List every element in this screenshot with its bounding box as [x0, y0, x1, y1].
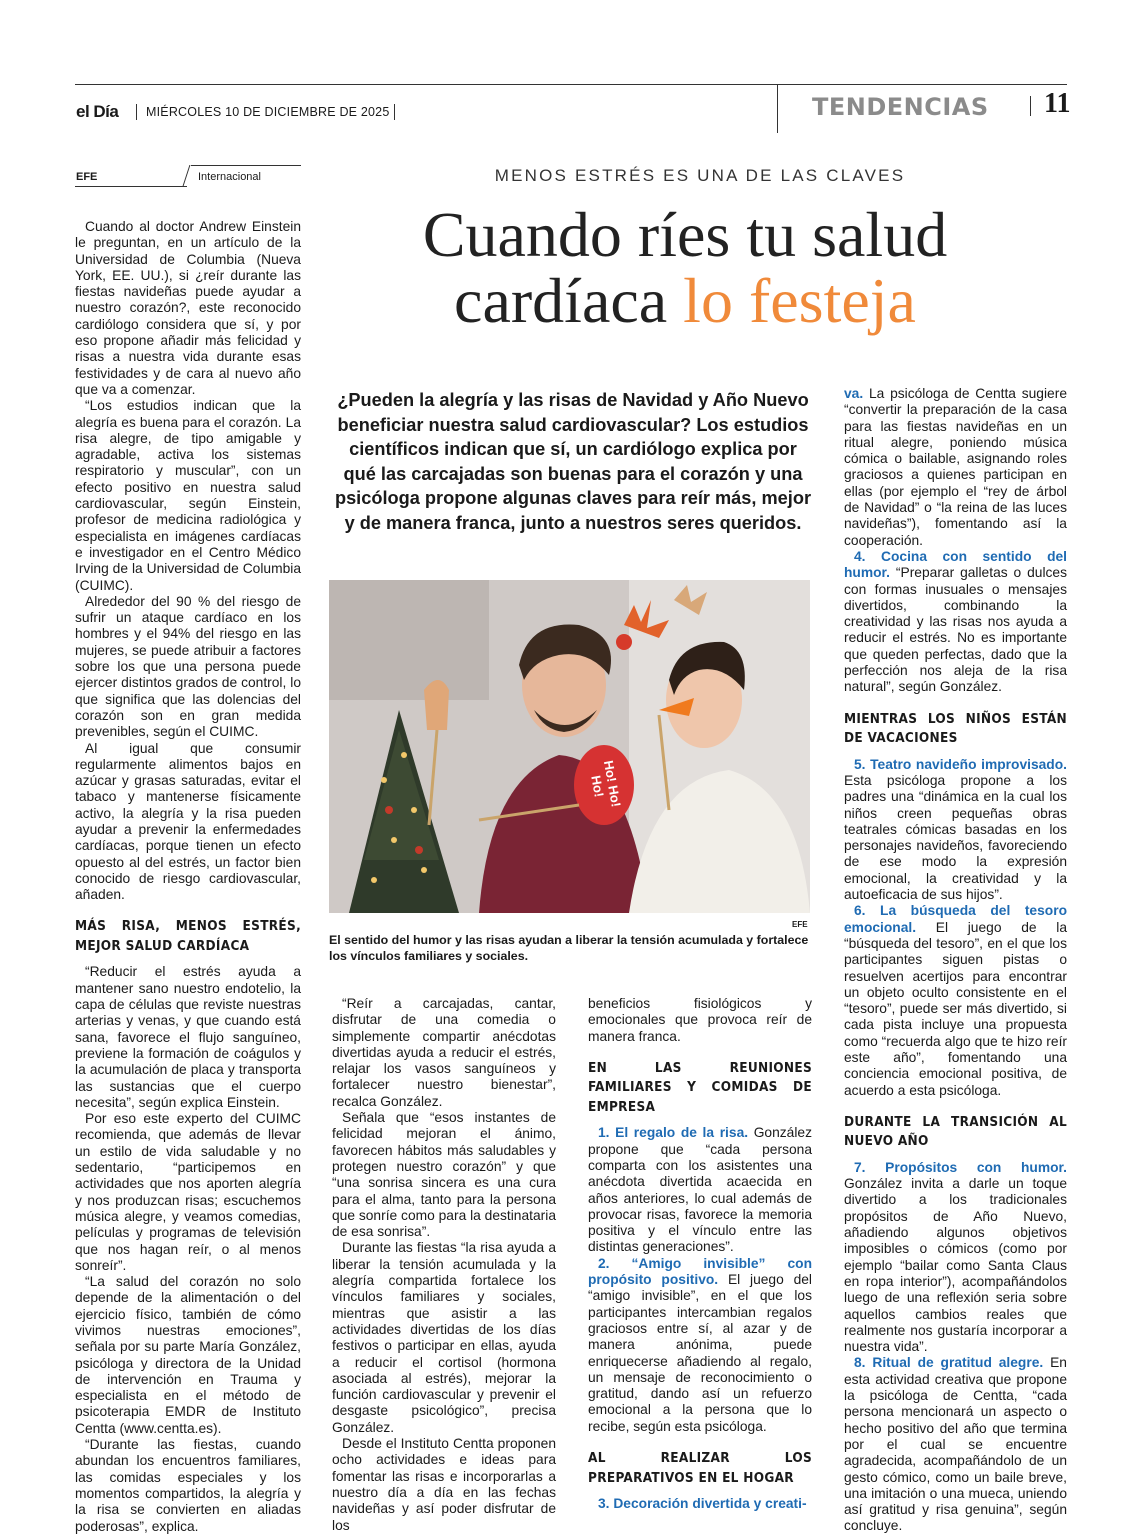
subheading: MÁS RISA, MENOS ESTRÉS, MEJOR SALUD CARDÍACA: [75, 918, 301, 954]
column-3: [588, 996, 812, 1512]
paragraph: Durante las fiestas “la risa ayuda a liberar la tensión acumulada y la alegría compartida fortalece los vínculos familiares y sociales, mientras que asistir a las actividades divertidas de los días festivos o participar en ellas, ayuda a reducir el cortisol (hormona asociada al estrés), mejorar la función cardiovascular y prevenir el desgaste psicológico”, precisa González.: [332, 1240, 556, 1435]
photo-credit: EFE: [792, 920, 808, 929]
section-name: TENDENCIAS: [812, 93, 989, 121]
title-accent: lo festeja: [683, 265, 916, 336]
photo-illustration: [329, 580, 810, 913]
byline-category: Internacional: [198, 171, 261, 183]
newspaper-logo: el Día: [76, 102, 119, 121]
list-item: [844, 386, 1067, 549]
paragraph: “Reducir el estrés ayuda a mantener sano nuestro endotelio, la capa de células que reviste nuestras arterias y venas, y que cuando está sana, favorece el flujo sanguíneo, previene la formación de coágulos y la acumulación de placa y transporta las sustancias que el cuerpo necesita”, según explica Einstein.: [75, 964, 301, 1110]
byline-bottom-rule: [75, 186, 187, 187]
paragraph: Al igual que consumir regularmente alimentos bajos en azúcar y grasas saturadas, evitar el tabaco y mantenerse físicamente activo, la alegría y la risa pueden ayudar a prevenir la enfermedades cardíacas, porque tienen un efecto opuesto al del estrés, un factor bien conocido de riesgo cardiovascular, añaden.: [75, 740, 301, 903]
item-title: 2. “Amigo invisible” con propósito positivo.: [588, 1255, 812, 1288]
header-divider: [136, 104, 137, 120]
item-text: La psicóloga de Centta sugiere “convertir la preparación de la casa para las fiestas navideñas en un ritual alegre, poniendo música cómica o bailable, asignando roles graciosos a quienes participan en ellas (por ejemplo el “rey de árbol de Navidad” o “la reina de las luces navideñas”), fomentando así la cooperación.: [844, 386, 1067, 548]
paragraph: Alrededor del 90 % del riesgo de sufrir un ataque cardíaco en los hombres y el 94% del riesgo en las mujeres, se puede atribuir a factores sobre los que una persona puede ejercer distintos grados de control, lo que significa que las dolencias del corazón son en gran medida prevenibles, según el CUIMC.: [75, 593, 301, 740]
item-title: 6. La búsqueda del tesoro emocional.: [844, 903, 1067, 935]
paragraph: Cuando al doctor Andrew Einstein le preguntan, en un artículo de la Universidad de Columbia (Nueva York, EE. UU.), si ¿reír durante las fiestas navideñas puede ayudar a nuestro corazón?, este reconocido cardiólogo considera que sí, y por eso propone añadir más felicidad y risas a nuestra vida durante esas festividades y de cara al nuevo año que va a comenzar.: [75, 219, 301, 397]
list-item: [844, 1160, 1067, 1356]
article-title: [330, 199, 1040, 336]
item-title: 4. Cocina con sentido del humor.: [844, 548, 1067, 581]
paragraph: Por eso este experto del CUIMC recomienda, que además de llevar un estilo de vida saludable y no sedentario, “participemos en actividades que nos aporten alegría y nos produzcan risas; escuchemos música alegre, y veamos comedias, películas y programas de televisión que nos hagan reír, o al menos sonreír”.: [75, 1111, 301, 1273]
item-text: González invita a darle un toque divertido a los tradicionales propósitos de Año Nuevo, añadiendo algunos objetivos imposibles o cómicos (como por ejemplo “bailar como Santa Claus en ropa interior”), acompañándolos luego de una reflexión seria sobre aquellos cambios reales que realmente nos gustaría incorporar a nuestra vida”.: [844, 1176, 1067, 1355]
article-kicker: MENOS ESTRÉS ES UNA DE LAS CLAVES: [494, 166, 906, 185]
byline-agency: EFE: [76, 171, 98, 183]
photo-caption: El sentido del humor y las risas ayudan a liberar la tensión acumulada y fortalece los vínculos familiares y sociales.: [329, 933, 809, 963]
list-item: [588, 1125, 812, 1255]
subheading: DURANTE LA TRANSICIÓN AL NUEVO AÑO: [844, 1113, 1067, 1150]
paragraph: “Reír a carcajadas, cantar, disfrutar de una comedia o simplemente compartir anécdotas divertidas ayuda a reducir el estrés, relajar los vasos sanguíneos y fortalecer nuestro bienestar”, recalca González.: [332, 996, 556, 1109]
item-title: va.: [844, 386, 864, 401]
list-item: [588, 1496, 812, 1512]
page-number: 11: [1044, 88, 1071, 119]
column-1: [75, 219, 301, 1535]
item-text: Esta psicóloga propone a los padres una “dinámica en la cual los niños creen pequeñas obras teatrales cómicas basadas en los personajes navideños, favoreciendo de ese modo la expresión emocional, la creatividad y la autoeficacia de sus hijos”.: [844, 772, 1067, 903]
paragraph: beneficios fisiológicos y emocionales que provoca reír de manera franca.: [588, 996, 812, 1044]
list-item: [844, 549, 1067, 696]
list-item: [588, 1256, 812, 1435]
header-top-rule: [75, 84, 1067, 85]
column-2: [332, 996, 556, 1534]
header-divider: [394, 104, 395, 120]
article-photo: [329, 580, 810, 913]
header-divider: [1030, 96, 1031, 116]
list-item: [844, 1355, 1067, 1534]
item-text: En esta actividad creativa que propone la psicóloga de Centta, “cada persona mencionará un aspecto o hecho positivo del año que termina por el cual se encuentre agradecida, acompañándolo de un gesto cómico, como un baile breve, una imitación o una mueca, uniendo así gratitud y risa genuina”, según concluye.: [844, 1355, 1067, 1534]
photo-sign-text: Ho! Ho! Ho!: [588, 759, 624, 809]
paragraph: “La salud del corazón no solo depende de la alimentación o del ejercicio físico, también de cómo vivimos nuestras emociones”, señala por su parte María González, psicóloga y directora de la Unidad de intervención en Trauma y especialista en el método de psicoterapia EMDR de Instituto Centta (www.centta.es).: [75, 1274, 301, 1436]
subheading: AL REALIZAR LOS PREPARATIVOS EN EL HOGAR: [588, 1450, 812, 1486]
column-4: [844, 386, 1067, 1535]
issue-date: MIÉRCOLES 10 DE DICIEMBRE DE 2025: [146, 105, 390, 119]
title-line-2: [330, 265, 1040, 336]
paragraph: Señala que “esos instantes de felicidad mejoran el ánimo, favorecen hábitos más saludables y protegen nuestro corazón” y que “una sonrisa sincera es una cura para el alma, tanto para la persona que sonríe como para la destinataria de esa sonrisa”.: [332, 1110, 556, 1240]
article-lead: ¿Pueden la alegría y las risas de Navidad y Año Nuevo beneficiar nuestra salud cardiovascular? Los estudios científicos indican que sí, un cardiólogo explica por qué las carcajadas son buenas para el corazón y una psicóloga propone algunas claves para reír más, mejor y de manera franca, junto a nuestros seres queridos.: [334, 390, 812, 533]
subheading: EN LAS REUNIONES FAMILIARES Y COMIDAS DE EMPRESA: [588, 1059, 812, 1115]
section-box-edge: [777, 84, 778, 133]
item-title: 8. Ritual de gratitud alegre.: [854, 1355, 1044, 1371]
item-title: 3. Decoración divertida y creati-: [598, 1496, 807, 1512]
item-text: González propone que “cada persona comparta con los asistentes una anécdota divertida acaecida en años anteriores, lo cual además de provocar risas, favorece la memoria positiva y el vínculo entre las distintas generaciones”.: [588, 1125, 812, 1255]
list-item: [844, 903, 1067, 1099]
title-plain: cardíaca: [454, 265, 684, 336]
item-title: 7. Propósitos con humor.: [854, 1159, 1067, 1175]
item-title: 1. El regalo de la risa.: [598, 1125, 749, 1141]
list-item: [844, 757, 1067, 904]
byline-top-rule: [191, 165, 301, 166]
byline-slash: [183, 165, 199, 186]
item-text: El juego de la “búsqueda del tesoro”, en el que los participantes siguen pistas o resuelven acertijos para encontrar un objeto oculto consistente en el “tesoro”, puede ser más divertido, si cada pista incluye una propuesta como “recuerda algo que te hizo reír este año”, fomentando una conciencia emocional positiva, de acuerdo a esta psicóloga.: [844, 919, 1067, 1098]
paragraph: “Los estudios indican que la alegría es buena para el corazón. La risa alegre, de tipo amigable y agradable, activa los sistemas respiratorio y muscular”, con un efecto positivo en nuestra salud cardiovascular, según Einstein, profesor de medicina radiológica y especialista en imágenes cardíacas e investigador en el Centro Médico Irving de la Universidad de Columbia (CUIMC).: [75, 398, 301, 593]
subheading: MIENTRAS LOS NIÑOS ESTÁN DE VACACIONES: [844, 710, 1067, 747]
paragraph: “Durante las fiestas, cuando abundan los encuentros familiares, las comidas especiales y los momentos compartidos, la alegría y la risa se convierten en aliadas poderosas”, explica.: [75, 1437, 301, 1534]
item-title: 5. Teatro navideño improvisado.: [854, 756, 1067, 772]
item-text: “Preparar galletas o dulces con formas inusuales o mensajes divertidos, combinando la creatividad y las risas nos ayuda a reducir el estrés. No es importante que queden perfectas, dado que la perfección nos aleja de la risa natural”, según González.: [844, 565, 1067, 695]
item-text: El juego del “amigo invisible”, en el que los participantes intercambian regalos graciosos entre sí, al azar y de manera anónima, puede enriquecerse añadiendo al regalo, un mensaje de reconocimiento o gratitud, dando así un refuerzo emocional a la persona que lo recibe, según esta psicóloga.: [588, 1272, 812, 1434]
title-line-1: Cuando ríes tu salud: [422, 199, 948, 270]
paragraph: Desde el Instituto Centta proponen ocho actividades e ideas para fomentar las risas e incorporarlas a nuestro día a día en las fechas navideñas y así poder disfrutar de los: [332, 1436, 556, 1533]
